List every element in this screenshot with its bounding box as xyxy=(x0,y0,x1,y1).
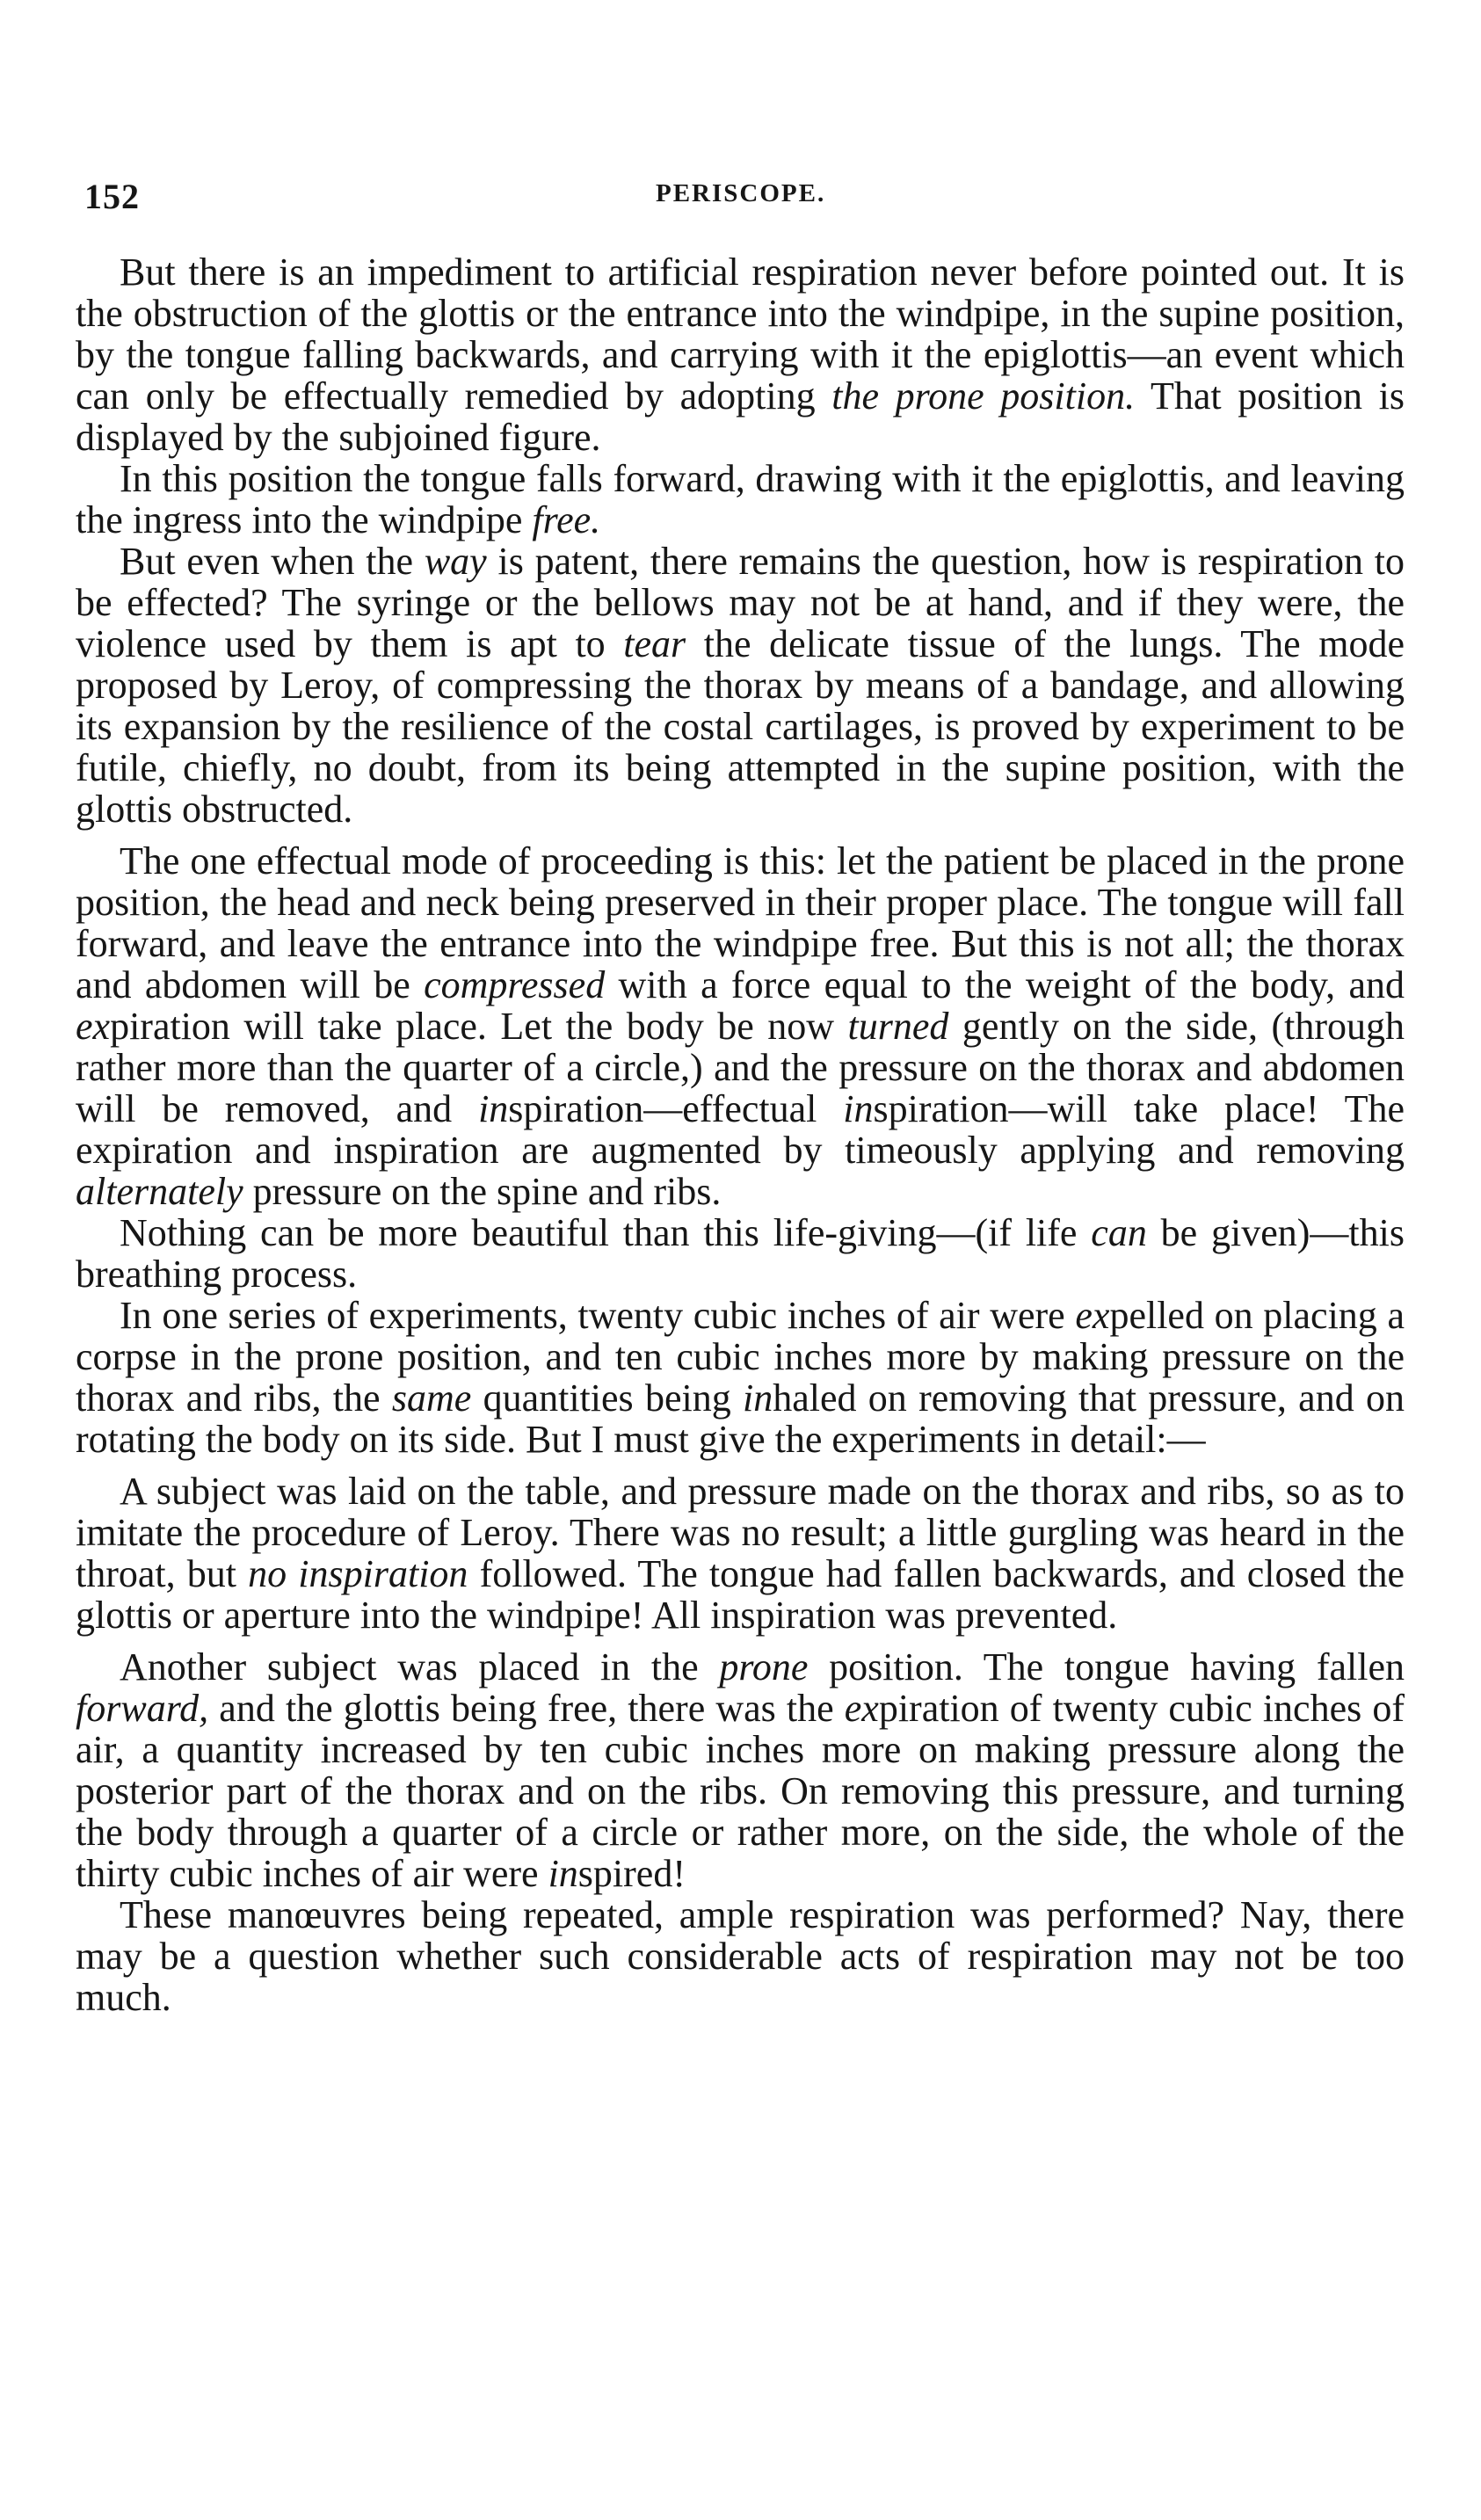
text-run: That position is displayed by the subjoined figure. xyxy=(76,374,1405,459)
body-text xyxy=(76,251,1405,2018)
paragraph xyxy=(76,251,1405,458)
text-run: quantities being xyxy=(471,1376,743,1420)
page-header-title: PERISCOPE. xyxy=(656,179,826,207)
text-run: is patent, there remains the question, how is respiration to be effected? The syringe or the bellows may not be at hand, and if they were, the violence used by them is apt to xyxy=(76,540,1405,665)
italic-run: compressed xyxy=(424,963,606,1006)
paragraph xyxy=(76,840,1405,1212)
paragraph xyxy=(76,1295,1405,1460)
italic-run: prone xyxy=(719,1645,809,1688)
italic-run: tear xyxy=(623,622,686,665)
text-run: the delicate tissue of the lungs. The mode proposed by Leroy, of compressing the thorax by means of a bandage, and allowing its expansion by the resilience of the costal cartilages, is proved by experiment to be futile, chiefly, no doubt, from its being attempted in the supine position, with the glottis obstructed. xyxy=(76,622,1405,831)
text-run: But there is an impediment to artificial respiration never before pointed out. It is the obstruction of the glottis or the entrance into the windpipe, in the supine position, by the tongue falling backwards, and carrying with it the epiglottis—an event which can only be effectually remedied by adopting xyxy=(76,251,1405,418)
italic-run: ex xyxy=(76,1005,111,1048)
text-run: Nothing can be more beautiful than this life-giving—(if life xyxy=(120,1211,1092,1254)
italic-run: the prone position. xyxy=(831,374,1136,418)
page-number: 152 xyxy=(84,177,140,216)
text-run: piration of twenty cubic inches of air, a quantity increased by ten cubic inches more on making pressure along the posterior part of the thorax and on the ribs. On removing this pressure, and turning the body through a quarter of a circle or rather more, on the side, the whole of the thirty cubic inches of air were xyxy=(76,1687,1405,1895)
text-run: These manœuvres being repeated, ample respiration was performed? Nay, there may be a question whether such considerable acts of respiration may not be too much. xyxy=(76,1893,1405,2019)
text-run: haled on removing that pressure, and on rotating the body on its side. But I must give the experiments in detail:— xyxy=(76,1376,1405,1461)
paragraph xyxy=(76,1471,1405,1636)
paragraph xyxy=(76,541,1405,830)
italic-run: can xyxy=(1091,1211,1147,1254)
paragraph xyxy=(76,1212,1405,1295)
italic-run: forward, xyxy=(76,1687,209,1730)
paragraph xyxy=(76,1894,1405,2018)
paragraph xyxy=(76,458,1405,541)
paragraph xyxy=(76,1646,1405,1894)
text-run: But even when the xyxy=(120,540,425,583)
italic-run: free. xyxy=(532,498,601,541)
text-run: spired! xyxy=(577,1852,686,1895)
italic-run: in xyxy=(548,1852,578,1895)
italic-run: in xyxy=(478,1087,509,1130)
text-run: In one series of experiments, twenty cubic inches of air were xyxy=(120,1294,1076,1337)
italic-run: alternately xyxy=(76,1170,243,1213)
italic-run: in xyxy=(742,1376,773,1420)
italic-run: no inspiration xyxy=(248,1552,468,1595)
text-run: pressure on the spine and ribs. xyxy=(243,1170,722,1213)
text-run: spiration—will take place! The expiration and inspiration are augmented by timeously applying and removing xyxy=(76,1087,1405,1172)
book-page xyxy=(76,176,1405,2018)
text-run: piration will take place. Let the body be now xyxy=(110,1005,848,1048)
text-run: spiration—effectual xyxy=(508,1087,844,1130)
text-run: A subject was laid on the table, and pressure made on the thorax and ribs, so as to imitate the procedure of Leroy. There was no result; a little gurgling was heard in the throat, but xyxy=(76,1470,1405,1595)
text-run: position. The tongue having fallen xyxy=(808,1645,1405,1688)
italic-run: way xyxy=(424,540,487,583)
italic-run: ex xyxy=(1075,1294,1110,1337)
text-run: Another subject was placed in the xyxy=(120,1645,720,1688)
text-run: The one effectual mode of proceeding is this: let the patient be placed in the prone position, the head and neck being preserved in their proper place. The tongue will fall forward, and leave the entrance into the windpipe free. But this is not all; the thorax and abdomen will be xyxy=(76,839,1405,1006)
text-run: followed. The tongue had fallen backwards, and closed the glottis or aperture into the windpipe! All inspiration was prevented. xyxy=(76,1552,1405,1637)
text-run: with a force equal to the weight of the body, and xyxy=(605,963,1405,1006)
text-run: and the glottis being free, there was the xyxy=(208,1687,845,1730)
text-run: In this position the tongue falls forward, drawing with it the epiglottis, and leaving the ingress into the windpipe xyxy=(76,457,1405,541)
running-head xyxy=(76,176,1405,229)
italic-run: ex xyxy=(844,1687,879,1730)
italic-run: turned xyxy=(847,1005,949,1048)
italic-run: in xyxy=(843,1087,874,1130)
text-run: gently on the side, (through rather more than the quarter of a circle,) and the pressure on the thorax and abdomen will be removed, and xyxy=(76,1005,1405,1130)
italic-run: same xyxy=(391,1376,472,1420)
text-run: be given)—this breathing process. xyxy=(76,1211,1405,1296)
text-run: pelled on placing a corpse in the prone position, and ten cubic inches more by making pressure on the thorax and ribs, the xyxy=(76,1294,1405,1420)
